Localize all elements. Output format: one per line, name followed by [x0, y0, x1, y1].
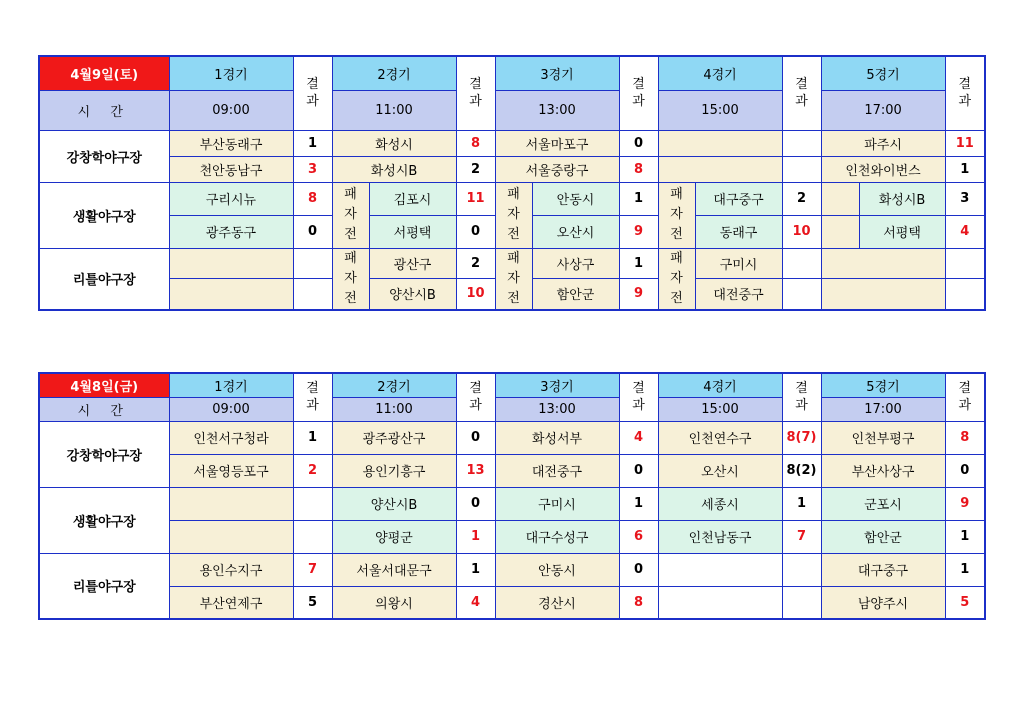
- score-cell: 8: [456, 130, 495, 156]
- loser-bracket-label: [822, 183, 860, 215]
- time-label: 시 간: [39, 397, 169, 421]
- score-cell: [293, 279, 332, 310]
- score-cell: 5: [293, 586, 332, 619]
- team-cell: 용인수지구: [169, 553, 293, 586]
- game-5-header: 5경기: [821, 373, 945, 397]
- score-cell: 13: [456, 454, 495, 487]
- team-cell: 동래구: [695, 215, 782, 248]
- score-cell: 4: [456, 586, 495, 619]
- result-header: 결 과: [619, 373, 658, 421]
- score-cell: 8(7): [782, 421, 821, 454]
- score-cell: 8: [945, 421, 985, 454]
- score-cell: 0: [456, 421, 495, 454]
- score-cell: 2: [782, 182, 821, 215]
- score-cell: [782, 586, 821, 619]
- team-cell: 오산시: [658, 454, 782, 487]
- score-cell: 11: [945, 130, 985, 156]
- result-header: 결 과: [293, 373, 332, 421]
- team-cell: 대구중구: [821, 553, 945, 586]
- result-header: 결 과: [945, 56, 985, 130]
- team-cell-inner: 서평택: [883, 226, 921, 241]
- score-cell: 8: [619, 586, 658, 619]
- score-cell: 4: [945, 215, 985, 248]
- score-cell: [945, 248, 985, 279]
- time-1: 09:00: [169, 90, 293, 130]
- score-cell: 10: [782, 215, 821, 248]
- game-3-header: 3경기: [495, 373, 619, 397]
- loser-bracket-label: [822, 216, 860, 248]
- time-label: 시 간: [39, 90, 169, 130]
- team-cell: 대구중구: [695, 182, 782, 215]
- score-cell: 8(2): [782, 454, 821, 487]
- venue-name: 강창학야구장: [39, 421, 169, 487]
- score-cell: 1: [619, 182, 658, 215]
- time-5: 17:00: [821, 90, 945, 130]
- team-cell: 파주시: [821, 130, 945, 156]
- score-cell: [782, 156, 821, 182]
- score-cell: [782, 553, 821, 586]
- score-cell: 0: [456, 215, 495, 248]
- result-header: 결 과: [456, 56, 495, 130]
- game-2-header: 2경기: [332, 373, 456, 397]
- result-header: 결 과: [945, 373, 985, 421]
- team-cell: 남양주시: [821, 586, 945, 619]
- team-cell: 안동시: [495, 553, 619, 586]
- score-cell: 1: [945, 520, 985, 553]
- score-cell: [782, 248, 821, 279]
- team-cell: 인천서구청라: [169, 421, 293, 454]
- team-cell: 오산시: [532, 215, 619, 248]
- score-cell: 2: [456, 156, 495, 182]
- team-cell: 의왕시: [332, 586, 456, 619]
- score-cell: 9: [619, 279, 658, 310]
- team-cell: 부산동래구: [169, 130, 293, 156]
- team-cell: [169, 487, 293, 520]
- score-cell: 1: [619, 248, 658, 279]
- team-cell: [658, 586, 782, 619]
- score-cell: [782, 130, 821, 156]
- score-cell: 7: [293, 553, 332, 586]
- score-cell: [945, 279, 985, 310]
- team-cell: 용인기흥구: [332, 454, 456, 487]
- date-cell: 4월8일(금): [39, 373, 169, 397]
- result-header: 결 과: [456, 373, 495, 421]
- score-cell: 3: [945, 182, 985, 215]
- date-cell: 4월9일(토): [39, 56, 169, 90]
- score-cell: [293, 487, 332, 520]
- time-2: 11:00: [332, 397, 456, 421]
- team-cell: [169, 520, 293, 553]
- team-cell: 구리시뉴: [169, 182, 293, 215]
- team-cell: 군포시: [821, 487, 945, 520]
- score-cell: 1: [456, 520, 495, 553]
- venue-name: 강창학야구장: [39, 130, 169, 182]
- team-cell: 서울마포구: [495, 130, 619, 156]
- team-cell: 세종시: [658, 487, 782, 520]
- time-4: 15:00: [658, 90, 782, 130]
- team-cell: 사상구: [532, 248, 619, 279]
- venue-name: 생활야구장: [39, 182, 169, 248]
- team-cell: 양평군: [332, 520, 456, 553]
- team-cell: [821, 182, 945, 215]
- loser-bracket-label: 패 자 전: [495, 248, 532, 310]
- team-cell: [658, 130, 782, 156]
- game-2-header: 2경기: [332, 56, 456, 90]
- team-cell: 함안군: [821, 520, 945, 553]
- venue-name: 리틀야구장: [39, 248, 169, 310]
- team-cell: 화성시B: [332, 156, 456, 182]
- team-cell: 천안동남구: [169, 156, 293, 182]
- score-cell: 0: [619, 454, 658, 487]
- score-cell: 0: [945, 454, 985, 487]
- score-cell: 4: [619, 421, 658, 454]
- result-header: 결 과: [293, 56, 332, 130]
- score-cell: 8: [619, 156, 658, 182]
- score-cell: 11: [456, 182, 495, 215]
- loser-bracket-label: 패 자 전: [332, 182, 369, 248]
- score-cell: 1: [945, 156, 985, 182]
- score-cell: 0: [619, 553, 658, 586]
- team-cell: [169, 248, 293, 279]
- loser-bracket-label: 패 자 전: [658, 248, 695, 310]
- team-cell: 양산시B: [332, 487, 456, 520]
- score-cell: 1: [456, 553, 495, 586]
- time-2: 11:00: [332, 90, 456, 130]
- team-cell: 서울중랑구: [495, 156, 619, 182]
- team-cell: 대전중구: [495, 454, 619, 487]
- team-cell: [169, 279, 293, 310]
- score-cell: 9: [619, 215, 658, 248]
- game-1-header: 1경기: [169, 373, 293, 397]
- team-cell: 함안군: [532, 279, 619, 310]
- loser-bracket-label: 패 자 전: [658, 182, 695, 248]
- score-cell: 8: [293, 182, 332, 215]
- time-3: 13:00: [495, 397, 619, 421]
- venue-name: 리틀야구장: [39, 553, 169, 619]
- team-cell: 구미시: [695, 248, 782, 279]
- team-cell: 부산사상구: [821, 454, 945, 487]
- team-cell: [658, 156, 782, 182]
- team-cell: 양산시B: [369, 279, 456, 310]
- score-cell: 1: [782, 487, 821, 520]
- score-cell: 9: [945, 487, 985, 520]
- team-cell: 광산구: [369, 248, 456, 279]
- time-3: 13:00: [495, 90, 619, 130]
- time-5: 17:00: [821, 397, 945, 421]
- team-cell: 광주동구: [169, 215, 293, 248]
- game-4-header: 4경기: [658, 56, 782, 90]
- score-cell: 7: [782, 520, 821, 553]
- team-cell: 대전중구: [695, 279, 782, 310]
- score-cell: 10: [456, 279, 495, 310]
- team-cell: 인천남동구: [658, 520, 782, 553]
- score-cell: 6: [619, 520, 658, 553]
- game-3-header: 3경기: [495, 56, 619, 90]
- loser-bracket-label: 패 자 전: [495, 182, 532, 248]
- team-cell: 경산시: [495, 586, 619, 619]
- score-cell: 5: [945, 586, 985, 619]
- score-cell: 3: [293, 156, 332, 182]
- game-4-header: 4경기: [658, 373, 782, 397]
- team-cell: 화성시: [332, 130, 456, 156]
- score-cell: 1: [293, 130, 332, 156]
- score-cell: 0: [456, 487, 495, 520]
- team-cell: 인천와이번스: [821, 156, 945, 182]
- team-cell: [658, 553, 782, 586]
- score-cell: 0: [293, 215, 332, 248]
- team-cell: 화성서부: [495, 421, 619, 454]
- score-cell: 1: [293, 421, 332, 454]
- team-cell: 구미시: [495, 487, 619, 520]
- team-cell: 부산연제구: [169, 586, 293, 619]
- result-header: 결 과: [619, 56, 658, 130]
- time-1: 09:00: [169, 397, 293, 421]
- result-header: 결 과: [782, 373, 821, 421]
- schedule-table-day1: [38, 55, 986, 311]
- loser-bracket-label: 패 자 전: [332, 248, 369, 310]
- score-cell: [782, 279, 821, 310]
- result-header: 결 과: [782, 56, 821, 130]
- game-5-header: 5경기: [821, 56, 945, 90]
- game-1-header: 1경기: [169, 56, 293, 90]
- score-cell: 2: [456, 248, 495, 279]
- time-4: 15:00: [658, 397, 782, 421]
- score-cell: 1: [945, 553, 985, 586]
- schedule-table-day2: [38, 372, 986, 620]
- score-cell: 1: [619, 487, 658, 520]
- score-cell: 2: [293, 454, 332, 487]
- score-cell: [293, 248, 332, 279]
- team-cell: 대구수성구: [495, 520, 619, 553]
- team-cell: 인천연수구: [658, 421, 782, 454]
- venue-name: 생활야구장: [39, 487, 169, 553]
- team-cell: 서울영등포구: [169, 454, 293, 487]
- team-cell: 서평택: [369, 215, 456, 248]
- team-cell: [821, 279, 945, 310]
- score-cell: 0: [619, 130, 658, 156]
- team-cell: [821, 248, 945, 279]
- team-cell-inner: 화성시B: [878, 193, 926, 208]
- score-cell: [293, 520, 332, 553]
- team-cell: 서울서대문구: [332, 553, 456, 586]
- team-cell: 안동시: [532, 182, 619, 215]
- team-cell: 김포시: [369, 182, 456, 215]
- team-cell: 광주광산구: [332, 421, 456, 454]
- team-cell: [821, 215, 945, 248]
- team-cell: 인천부평구: [821, 421, 945, 454]
